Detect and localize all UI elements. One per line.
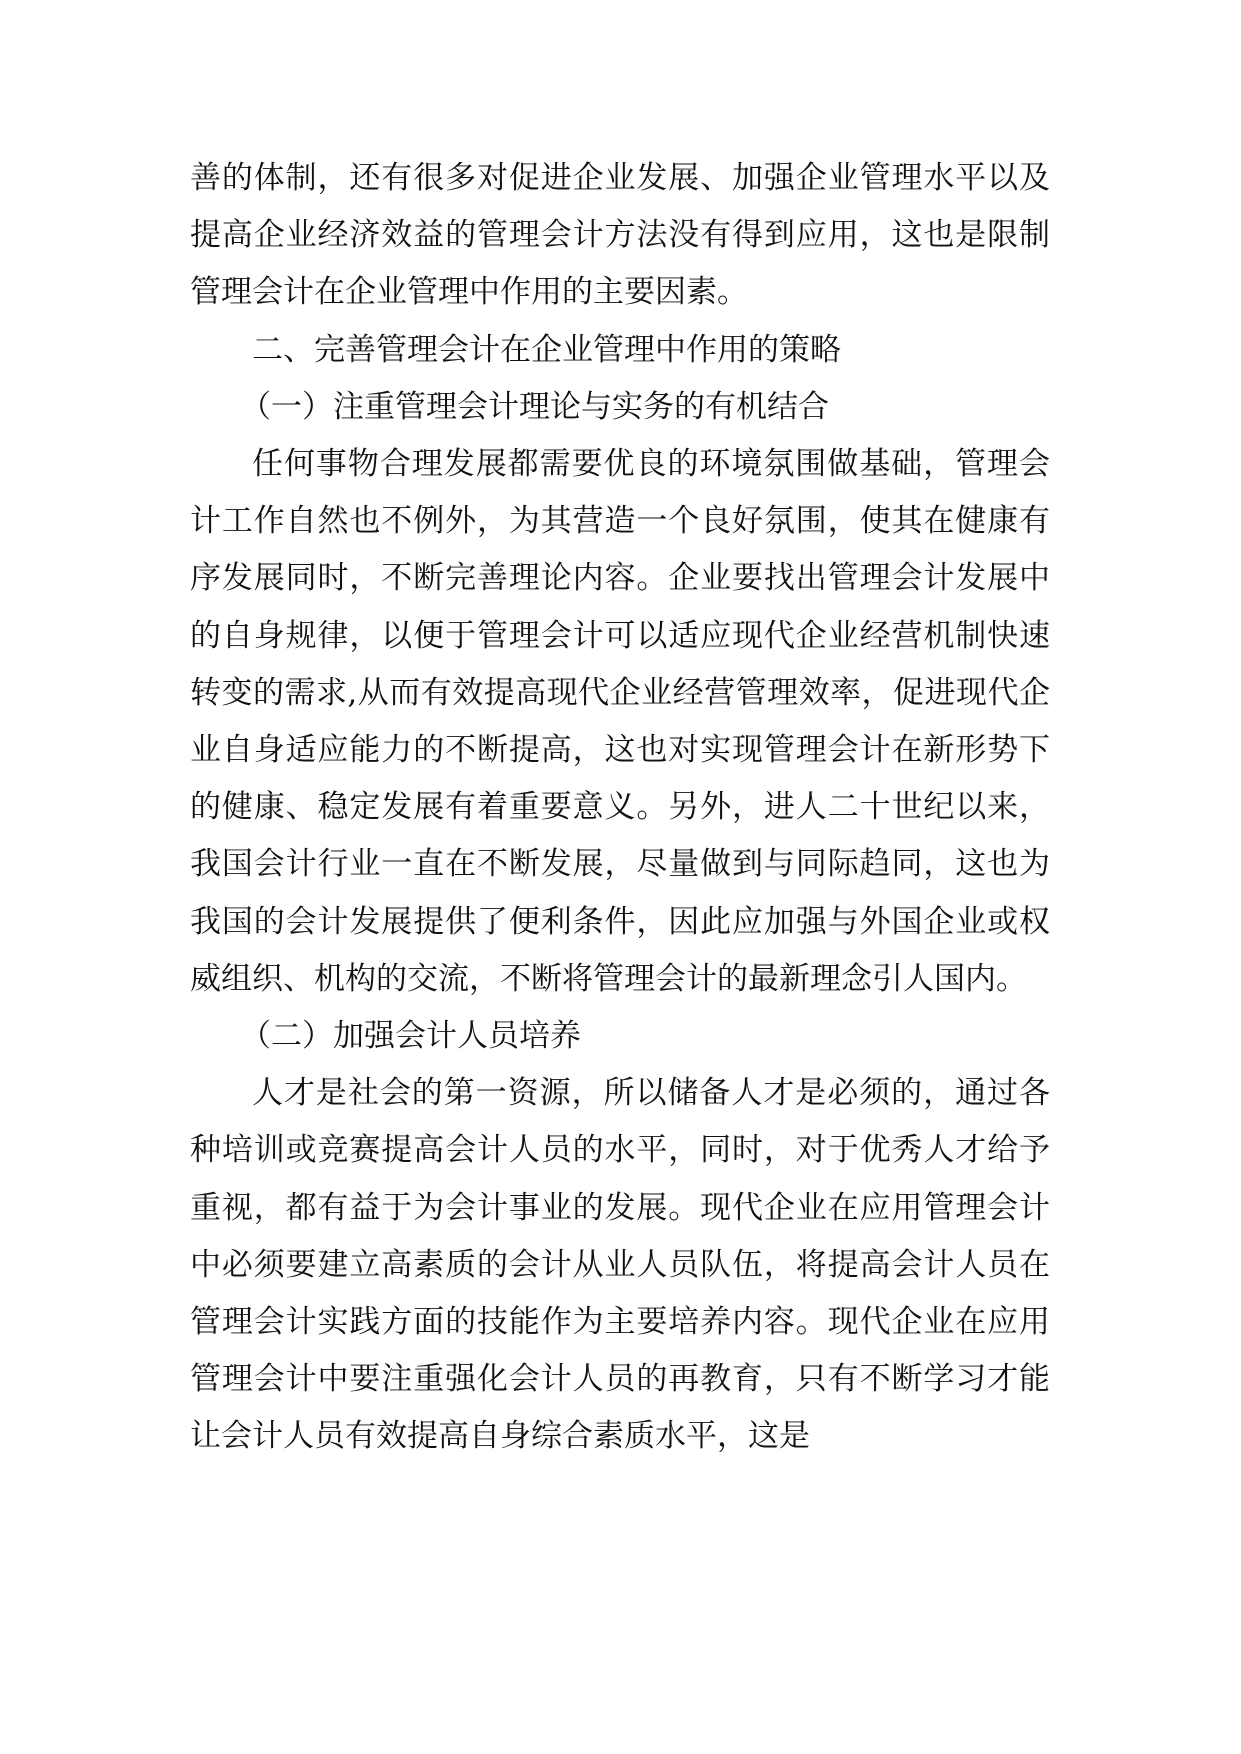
paragraph-staff-training: 人才是社会的第一资源，所以储备人才是必须的，通过各种培训或竞赛提高会计人员的水平，同时，对于优秀人才给予重视，都有益于为会计事业的发展。现代企业在应用管理会计中必须要建立高素质的会计从业人员队伍，将提高会计人员在管理会计实践方面的技能作为主要培养内容。现代企业在应用管理会计中要注重强化会计人员的再教育，只有不断学习才能让会计人员有效提高自身综合素质水平，这是 xyxy=(190,1075,1050,1455)
section-heading: 二、完善管理会计在企业管理中作用的策略 xyxy=(252,331,841,368)
paragraph-theory-practice: 任何事物合理发展都需要优良的环境氛围做基础，管理会计工作自然也不例外，为其营造一个良好氛围，使其在健康有序发展同时，不断完善理论内容。企业要找出管理会计发展中的自身规律，以便于管理会计可以适应现代企业经营机制快速转变的需求,从而有效提高现代企业经营管理效率，促进现代企业自身适应能力的不断提高，这也对实现管理会计在新形势下的健康、稳定发展有着重要意义。另外，进人二十世纪以来，我国会计行业一直在不断发展，尽量做到与同际趋同，这也为我国的会计发展提供了便利条件，因此应加强与外国企业或权威组织、机构的交流，不断将管理会计的最新理念引人国内。 xyxy=(190,446,1050,997)
document-body xyxy=(190,150,1050,1466)
subsection-heading-2: （二）加强会计人员培养 xyxy=(240,1018,581,1055)
subsection-heading-1: （一）注重管理会计理论与实务的有机结合 xyxy=(240,388,829,425)
paragraph-continued: 善的体制，还有很多对促进企业发展、加强企业管理水平以及提高企业经济效益的管理会计方法没有得到应用，这也是限制管理会计在企业管理中作用的主要因素。 xyxy=(190,160,1050,311)
